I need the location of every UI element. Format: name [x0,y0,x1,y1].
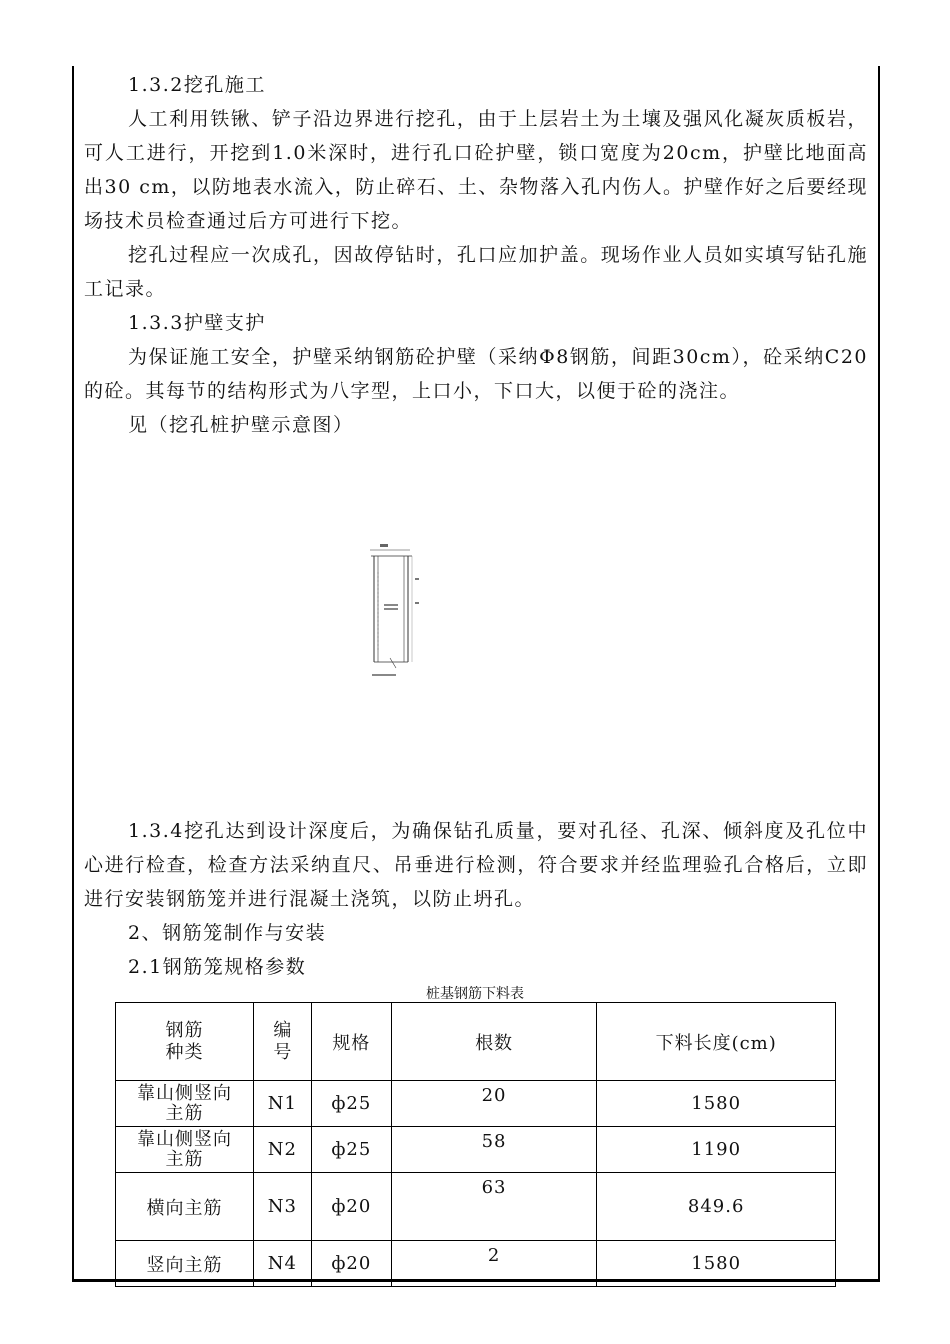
cell-code: N1 [253,1081,311,1127]
cell-length: 1190 [597,1127,836,1173]
cell-code: N4 [253,1241,311,1287]
cell-type: 横向主筋 [116,1173,254,1241]
cell-spec: ф20 [311,1241,391,1287]
rebar-cutting-table [115,1002,836,1287]
paragraph-inspection: 1.3.4挖孔达到设计深度后，为确保钻孔质量，要对孔径、孔深、倾斜度及孔位中心进行检查，检查方法采纳直尺、吊垂进行检测，符合要求并经监理验孔合格后，立即进行安装钢筋笼并进行混凝土浇筑，以防止坍孔。 [84,820,868,910]
cell-count: 2 [391,1241,597,1287]
cell-count: 63 [391,1173,597,1241]
header-code: 编号 [253,1003,311,1081]
cell-spec: ф25 [311,1081,391,1127]
cell-length: 1580 [597,1081,836,1127]
cell-length: 1580 [597,1241,836,1287]
cell-spec: ф25 [311,1127,391,1173]
header-count: 根数 [391,1003,597,1081]
heading-1-3-3: 1.3.3护壁支护 [128,312,266,334]
header-length: 下料长度(cm) [597,1003,836,1081]
table-row [116,1173,836,1241]
cell-type: 竖向主筋 [116,1241,254,1287]
cell-spec: ф20 [311,1173,391,1241]
heading-2-1: 2.1钢筋笼规格参数 [128,956,307,978]
cell-count: 58 [391,1127,597,1173]
table-row [116,1241,836,1287]
section-1-3-4 [84,814,868,984]
table-row [116,1127,836,1173]
table-header-row [116,1003,836,1081]
header-spec: 规格 [311,1003,391,1081]
paragraph-retaining-wall: 为保证施工安全，护壁采纳钢筋砼护壁（采纳Φ8钢筋，间距30cm），砼采纳C20的砼。其每节的结构形式为八字型，上口小，下口大，以便于砼的浇注。 [84,346,868,402]
header-type: 钢筋种类 [116,1003,254,1081]
table-row [116,1081,836,1127]
diagram-reference: 见（挖孔桩护壁示意图） [128,414,354,436]
cell-type: 靠山侧竖向主筋 [116,1127,254,1173]
table-caption: 桩基钢筋下料表 [426,986,524,1002]
pile-retaining-wall-diagram [362,542,422,682]
paragraph-excavation: 人工利用铁锹、铲子沿边界进行挖孔，由于上层岩土为土壤及强风化凝灰质板岩，可人工进行，开挖到1.0米深时，进行孔口砼护壁，锁口宽度为20cm，护壁比地面高出30 cm，以防地表水流入，防止碎石、土、杂物落入孔内伤人。护壁作好之后要经现场技术员检查通过后方可进行下挖。 [84,108,868,232]
cell-length: 849.6 [597,1173,836,1241]
cell-code: N2 [253,1127,311,1173]
cell-type: 靠山侧竖向主筋 [116,1081,254,1127]
heading-1-3-2: 1.3.2挖孔施工 [128,74,266,96]
heading-section-2: 2、钢筋笼制作与安装 [128,922,327,944]
cell-count: 20 [391,1081,597,1127]
paragraph-record: 挖孔过程应一次成孔，因故停钻时，孔口应加护盖。现场作业人员如实填写钻孔施工记录。 [84,244,868,300]
cell-code: N3 [253,1173,311,1241]
section-1-3-2 [84,68,868,442]
